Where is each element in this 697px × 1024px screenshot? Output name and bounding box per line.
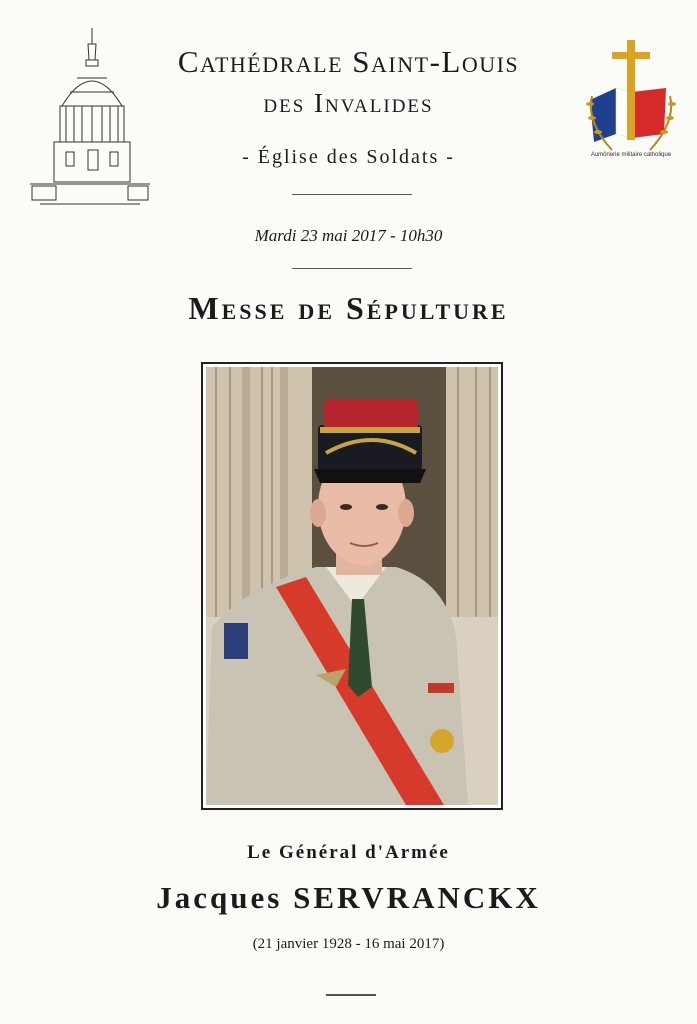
event-datetime: Mardi 23 mai 2017 - 10h30 [254, 226, 443, 245]
mass-title: Messe de Sépulture [188, 290, 509, 326]
deceased-life-dates: (21 janvier 1928 - 16 mai 2017) [252, 936, 445, 952]
deceased-name: Jacques SERVRANCKX [156, 880, 541, 915]
church-subtitle: - Église des Soldats - [242, 146, 455, 168]
cathedral-title-line1: Cathédrale Saint-Louis [177, 44, 520, 79]
portrait-image [206, 367, 498, 805]
divider-top [292, 194, 412, 195]
deceased-rank: Le Général d'Armée [247, 842, 450, 863]
emblem-caption: Aumônerie militaire catholique [590, 152, 672, 158]
portrait-photo [201, 362, 503, 810]
cathedral-title-line2: des Invalides [263, 88, 434, 118]
divider-bottom [326, 994, 376, 996]
divider-middle [292, 268, 412, 269]
